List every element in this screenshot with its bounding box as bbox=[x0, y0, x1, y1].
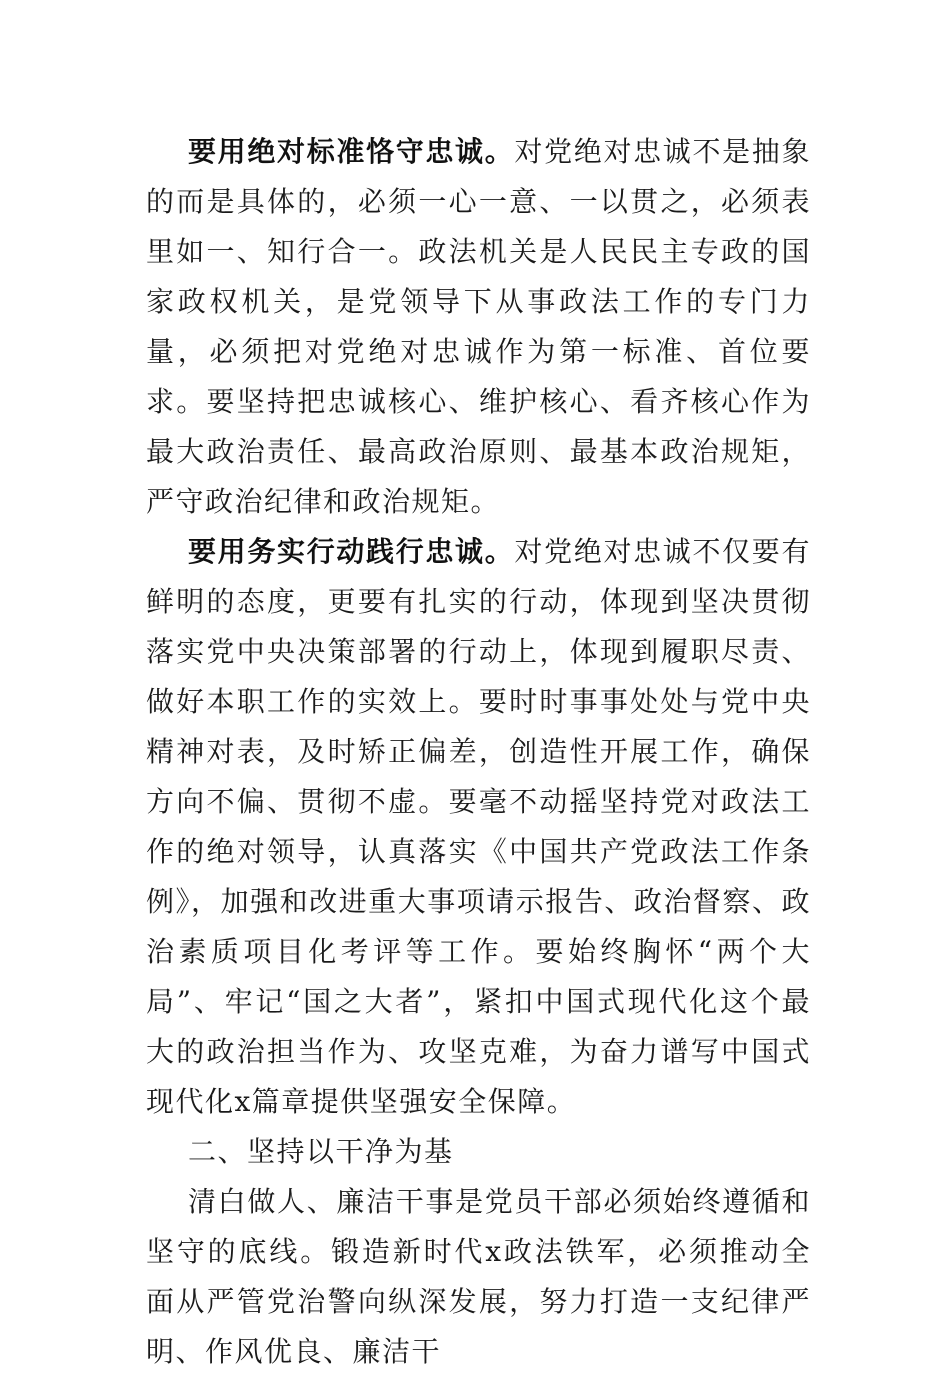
paragraph-loyalty-action bbox=[146, 527, 811, 1127]
paragraph-loyalty-standard bbox=[146, 127, 811, 527]
paragraph-text: 对党绝对忠诚不仅要有鲜明的态度，更要有扎实的行动，体现到坚决贯彻落实党中央决策部署的行动上，体现到履职尽责、做好本职工作的实效上。要时时事事处处与党中央精神对表，及时矫正偏差，创造性开展工作，确保方向不偏、贯彻不虚。要毫不动摇坚持党对政法工作的绝对领导，认真落实《中国共产党政法工作条例》，加强和改进重大事项请示报告、政治督察、政治素质项目化考评等工作。要始终胸怀“两个大局”、牢记“国之大者”，紧扣中国式现代化这个最大的政治担当作为、攻坚克难，为奋力谱写中国式现代化x篇章提供坚强安全保障。 bbox=[146, 535, 811, 1118]
paragraph-integrity: 清白做人、廉洁干事是党员干部必须始终遵循和坚守的底线。锻造新时代x政法铁军，必须推动全面从严管党治警向纵深发展，努力打造一支纪律严明、作风优良、廉洁干 bbox=[146, 1185, 811, 1368]
paragraph-lead: 要用绝对标准恪守忠诚。 bbox=[188, 135, 515, 168]
document-body bbox=[146, 127, 811, 1377]
section-heading: 二、坚持以干净为基 bbox=[188, 1135, 454, 1168]
paragraph-lead: 要用务实行动践行忠诚。 bbox=[188, 535, 515, 568]
paragraph-text: 对党绝对忠诚不是抽象的而是具体的，必须一心一意、一以贯之，必须表里如一、知行合一。政法机关是人民民主专政的国家政权机关，是党领导下从事政法工作的专门力量，必须把对党绝对忠诚作为第一标准、首位要求。要坚持把忠诚核心、维护核心、看齐核心作为最大政治责任、最高政治原则、最基本政治规矩，严守政治纪律和政治规矩。 bbox=[146, 135, 811, 518]
